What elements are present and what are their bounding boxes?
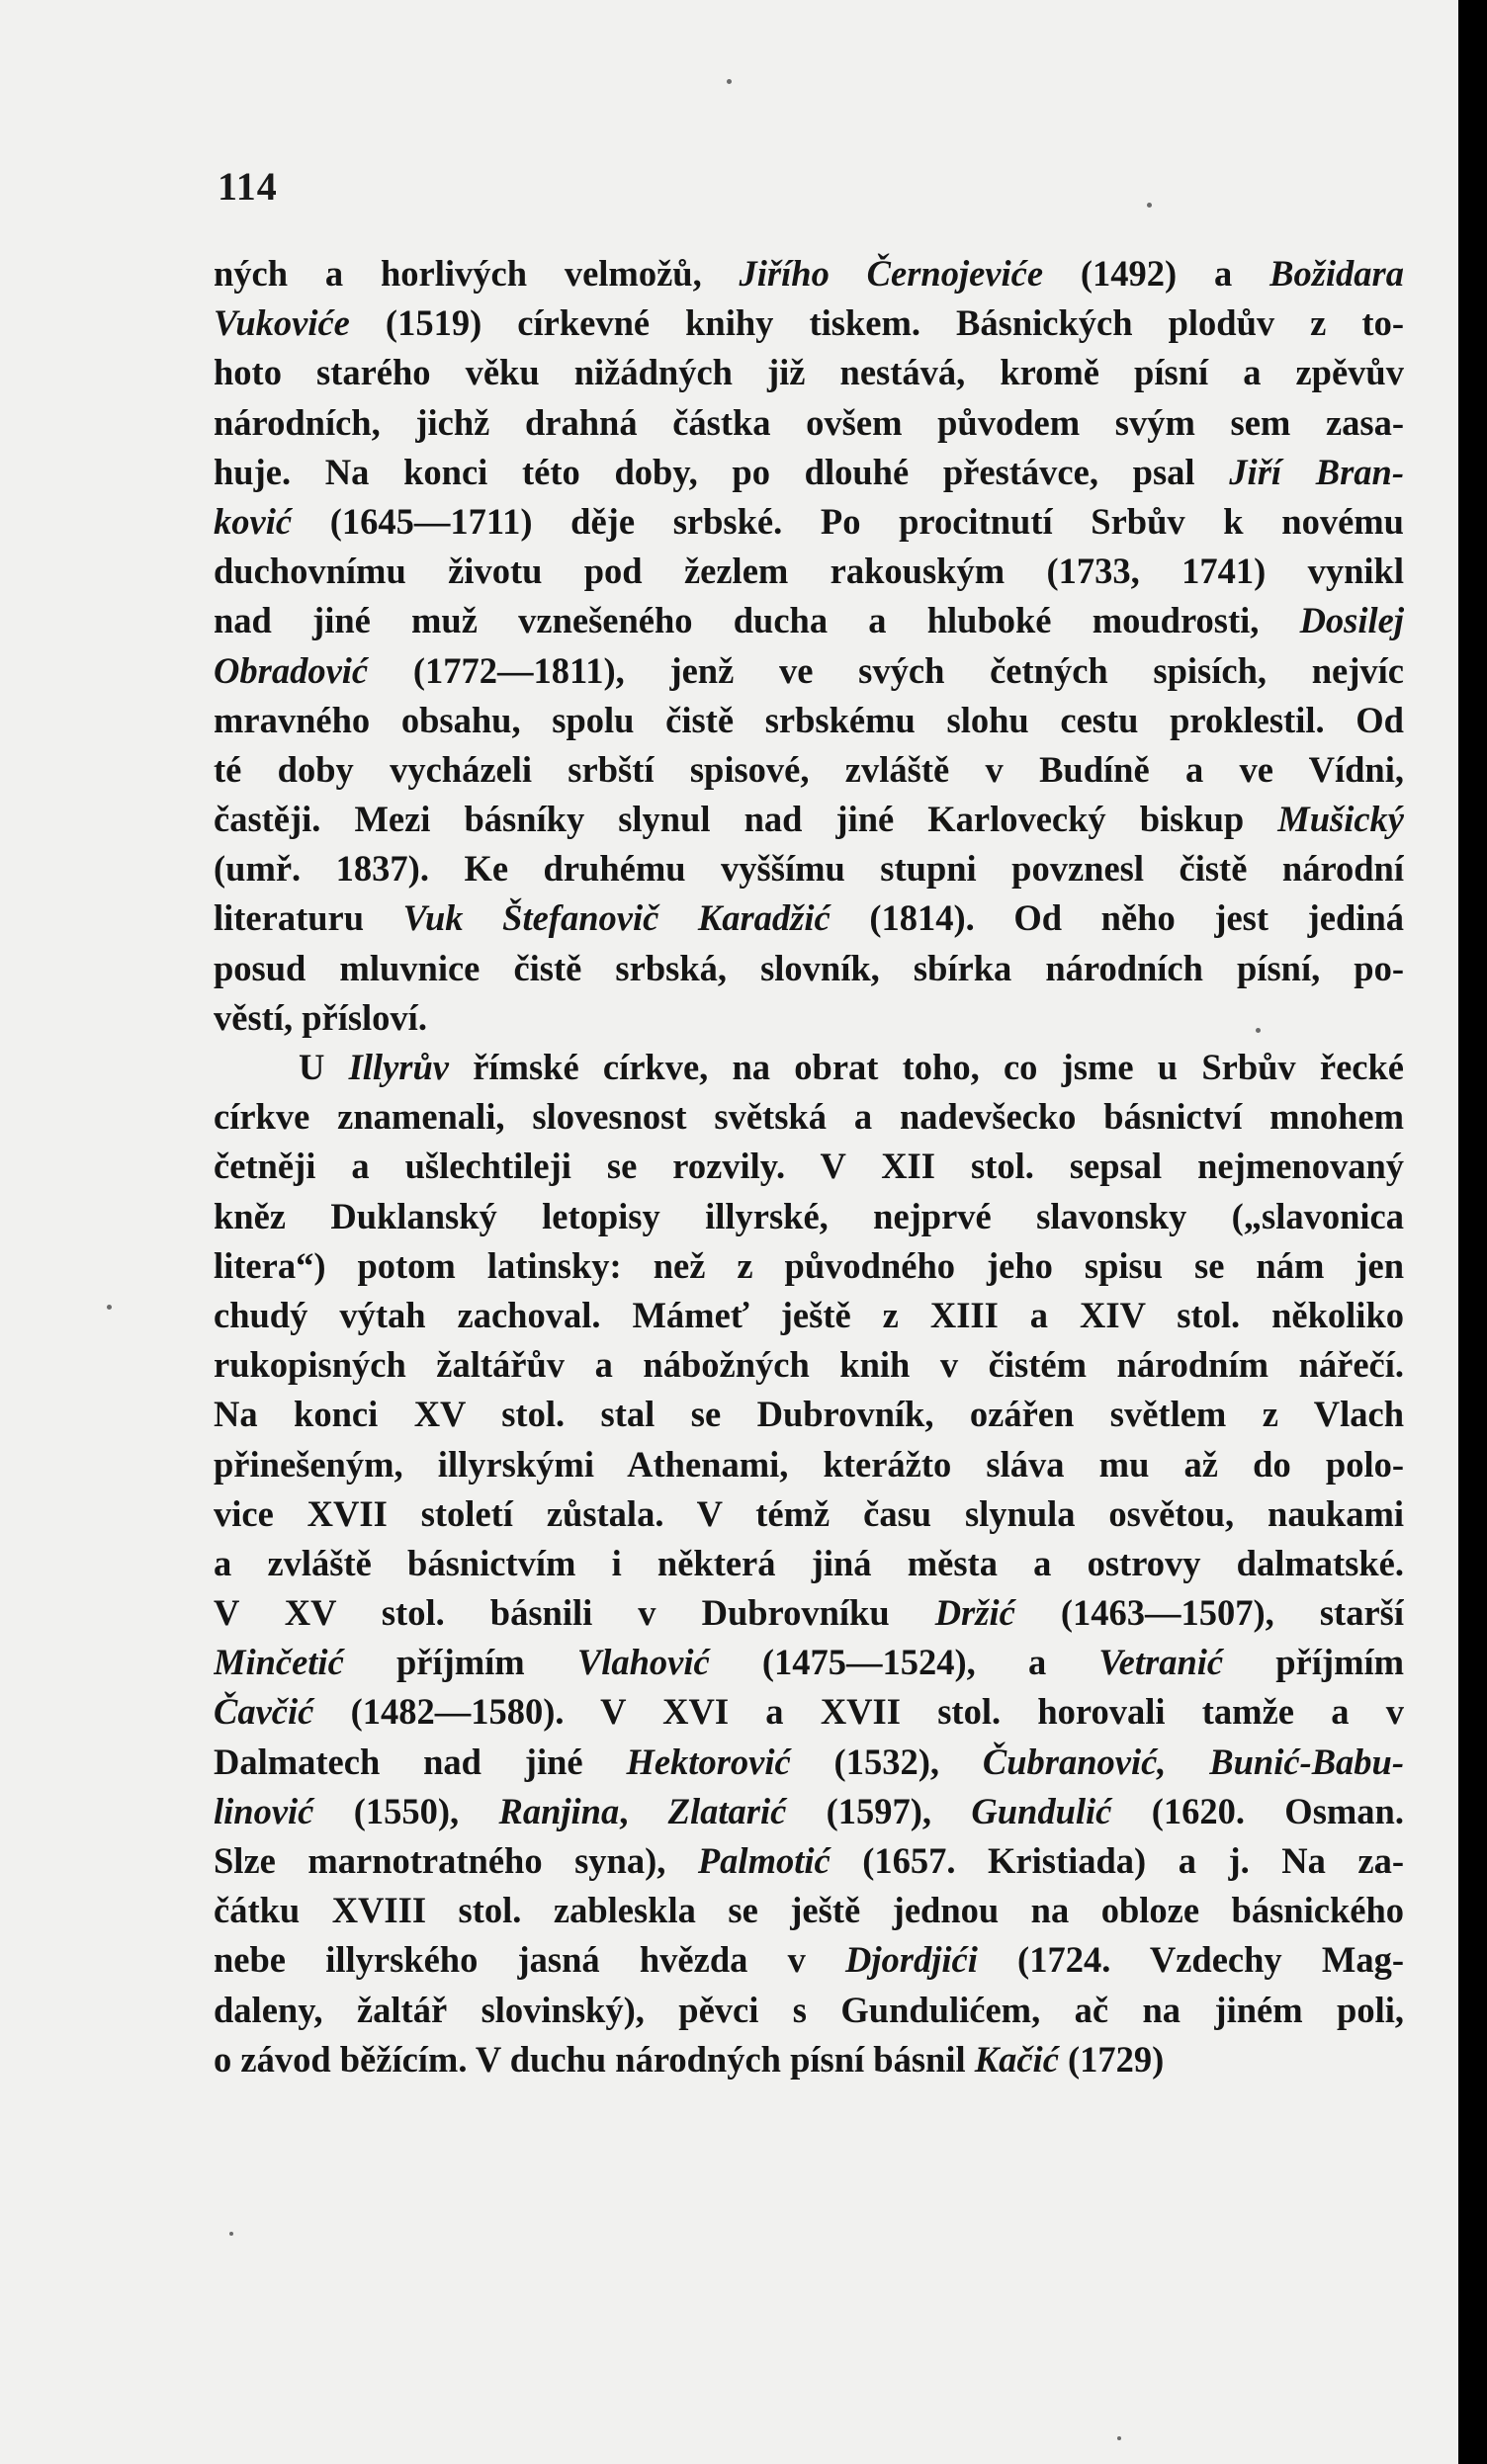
text-line: mravného obsahu, spolu čistě srbskému slohu cestu proklestil. Od [214, 699, 1404, 740]
text-line: daleny, žaltář slovinský), pěvci s Gundulićem, ač na jiném poli, [214, 1989, 1404, 2030]
text-line: Vukoviće (1519) církevné knihy tiskem. Básnických plodův z to- [214, 302, 1404, 344]
paper-speck [229, 2232, 233, 2236]
text-line: církve znamenali, slovesnost světská a nadevšecko básnictví mnohem [214, 1096, 1404, 1138]
text-line: Na konci XV stol. stal se Dubrovník, ozářen světlem z Vlach [214, 1394, 1404, 1435]
text-line: častěji. Mezi básníky slynul nad jiné Karlovecký biskup Mušický [214, 799, 1404, 840]
italic-name: Vuk Štefanovič Karadžić [402, 897, 831, 939]
italic-name: Gundulić [971, 1790, 1112, 1831]
text-line: (umř. 1837). Ke druhému vyššímu stupni povznesl čistě národní [214, 848, 1404, 890]
text-line: Dalmatech nad jiné Hektorović (1532), Čubranović, Bunić-Babu- [214, 1741, 1404, 1782]
text-line: duchovnímu životu pod žezlem rakouským (1733, 1741) vynikl [214, 551, 1404, 592]
paper-speck [1147, 203, 1152, 208]
italic-name: Ranjina [498, 1790, 620, 1831]
italic-name: Djordjići [845, 1939, 978, 1981]
text-line: literaturu Vuk Štefanovič Karadžić (1814). Od něho jest jediná [214, 897, 1404, 939]
paper-speck [1256, 1028, 1261, 1033]
italic-name: Vlahović [576, 1642, 710, 1683]
italic-name: Kačić [974, 2038, 1059, 2080]
paper-speck [107, 1305, 112, 1310]
italic-name: Palmotić [697, 1840, 831, 1881]
paper-speck [1117, 2436, 1121, 2440]
text-line: kněz Duklanský letopisy illyrské, nejprvé slavonsky („slavonica [214, 1195, 1404, 1236]
text-line: rukopisných žaltářův a nábožných knih v čistém národním nářečí. [214, 1344, 1404, 1386]
italic-name: linović [214, 1790, 314, 1831]
text-line: vice XVII století zůstala. V témž času slynula osvětou, naukami [214, 1492, 1404, 1534]
text-line: věstí, přísloví. [214, 996, 427, 1038]
italic-name: Božidara [1269, 253, 1404, 294]
text-line: o závod běžícím. V duchu národných písní básnil Kačić (1729) [214, 2038, 1165, 2080]
italic-name: Mušický [1277, 799, 1404, 840]
text-line: té doby vycházeli srbští spisové, zvláště v Budíně a ve Vídni, [214, 748, 1404, 790]
text-line: posud mluvnice čistě srbská, slovník, sbírka národních písní, po- [214, 947, 1404, 988]
italic-name: Čavčić [214, 1691, 314, 1733]
text-line: ných a horlivých velmožů, Jiřího Černojeviće (1492) a Božidara [214, 253, 1404, 294]
text-line: národních, jichž drahná částka ovšem původem svým sem zasa- [214, 401, 1404, 443]
paper-speck [727, 79, 732, 84]
italic-name: Jiří Bran- [1229, 451, 1404, 492]
text-line: huje. Na konci této doby, po dlouhé přestávce, psal Jiří Bran- [214, 451, 1404, 492]
text-line: ković (1645—1711) děje srbské. Po procitnutí Srbův k novému [214, 500, 1404, 542]
text-line: Obradović (1772—1811), jenž ve svých četných spisích, nejvíc [214, 649, 1404, 691]
italic-name: Dosilej [1299, 600, 1404, 641]
italic-name: Minčetić [214, 1642, 344, 1683]
text-line: čátku XVIII stol. zableskla se ještě jednou na obloze básnického [214, 1890, 1404, 1931]
text-line: četněji a ušlechtileji se rozvily. V XII stol. sepsal nejmenovaný [214, 1146, 1404, 1187]
italic-name: Hektorović [626, 1741, 791, 1782]
body-text [214, 249, 1404, 2084]
text-line: nad jiné muž vznešeného ducha a hluboké moudrosti, Dosilej [214, 600, 1404, 641]
text-line: nebe illyrského jasná hvězda v Djordjići (1724. Vzdechy Mag- [214, 1939, 1404, 1981]
italic-name: Držić [934, 1592, 1015, 1634]
text-line: linović (1550), Ranjina, Zlatarić (1597), Gundulić (1620. Osman. [214, 1790, 1404, 1831]
text-line: hoto starého věku nižádných již nestává, kromě písní a zpěvův [214, 352, 1404, 393]
text-line: přinešeným, illyrskými Athenami, kterážto sláva mu až do polo- [214, 1443, 1404, 1485]
page-number: 114 [218, 164, 278, 209]
text-line: Čavčić (1482—1580). V XVI a XVII stol. horovali tamže a v [214, 1691, 1404, 1733]
italic-name: Obradović [214, 649, 369, 691]
italic-name: Zlatarić [667, 1790, 787, 1831]
text-line: Minčetić příjmím Vlahović (1475—1524), a Vetranić příjmím [214, 1642, 1404, 1683]
italic-name: Illyrův [348, 1047, 449, 1087]
text-line: V XV stol. básnili v Dubrovníku Držić (1463—1507), starší [214, 1592, 1404, 1634]
italic-name: Čubranović, Bunić-Babu- [982, 1741, 1404, 1782]
italic-name: Vetranić [1098, 1642, 1224, 1683]
text-line: U Illyrův římské církve, na obrat toho, co jsme u Srbův řecké [299, 1047, 1404, 1087]
italic-name: ković [214, 500, 293, 542]
text-line: litera“) potom latinsky: než z původného jeho spisu se nám jen [214, 1244, 1404, 1286]
italic-name: Vukoviće [214, 302, 350, 344]
italic-name: Jiřího Černojeviće [739, 253, 1044, 294]
text-line: chudý výtah zachoval. Mámeť ještě z XIII a XIV stol. několiko [214, 1294, 1404, 1335]
text-line: Slze marnotratného syna), Palmotić (1657. Kristiada) a j. Na za- [214, 1840, 1404, 1881]
text-line: a zvláště básnictvím i některá jiná města a ostrovy dalmatské. [214, 1542, 1404, 1583]
